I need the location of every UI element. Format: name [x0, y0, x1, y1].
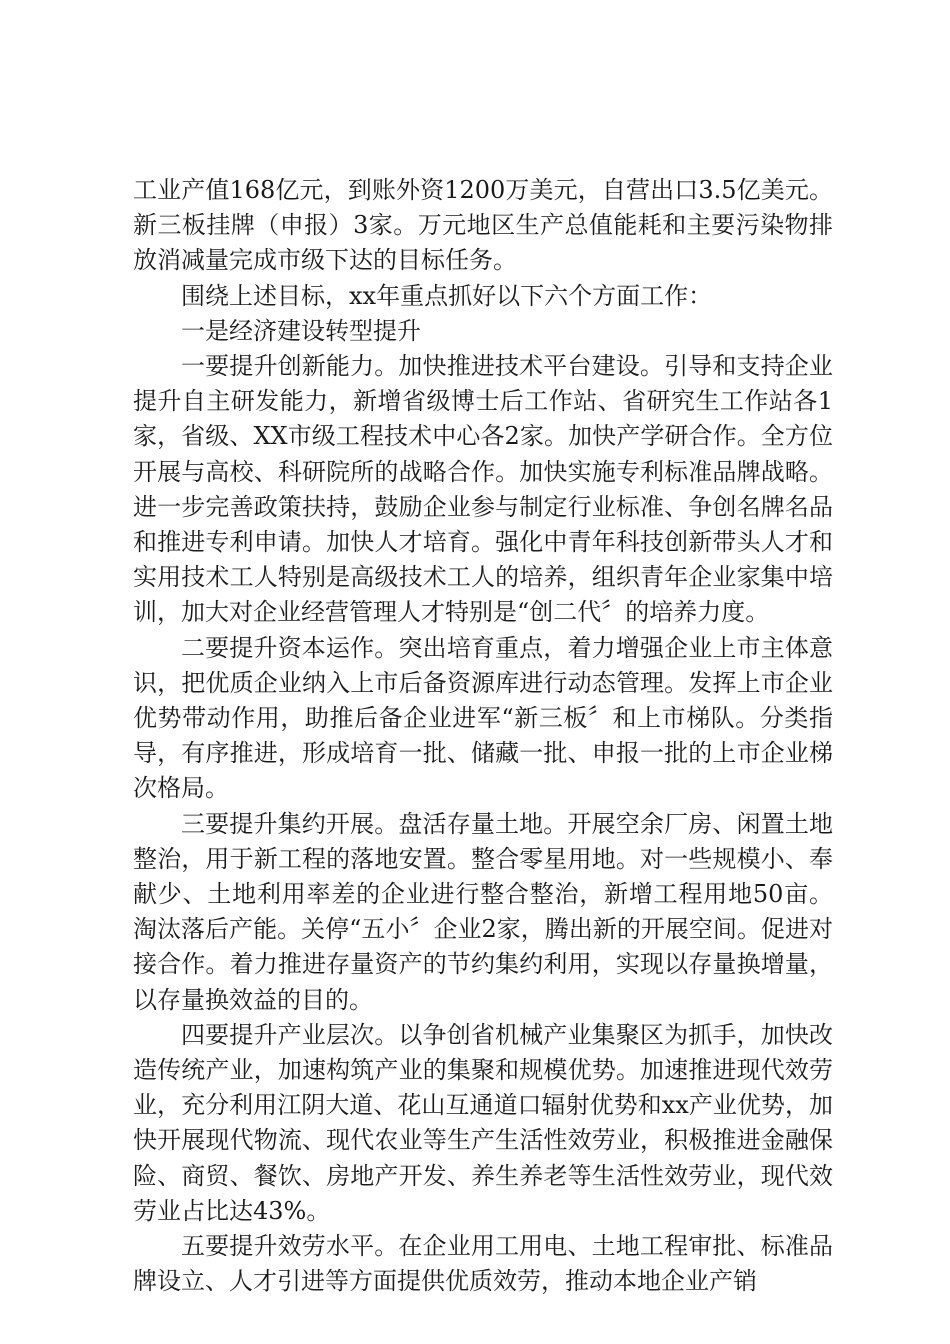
paragraph-six-tasks-intro: 围绕上述目标，xx年重点抓好以下六个方面工作： — [181, 281, 713, 310]
paragraph-service-level: 五要提升效劳水平。在企业用工用电、土地工程审批、标准品牌设立、人才引进等方面提供优质效劳，推动本地企业产销 — [133, 1232, 833, 1296]
section-heading-economic-transformation: 一是经济建设转型提升 — [181, 316, 421, 345]
document-body — [133, 173, 833, 1300]
paragraph-industry-level: 四要提升产业层次。以争创省机械产业集聚区为抓手，加快改造传统产业，加速构筑产业的集聚和规模优势。加速推进现代效劳业，充分利用江阴大道、花山互通道口辐射优势和xx产业优势，加快开展现代物流、现代农业等生产生活性效劳业，积极推进金融保险、商贸、餐饮、房地产开发、养生养老等生活性效劳业，现代效劳业占比达43%。 — [133, 1020, 833, 1225]
paragraph-capital-operation: 二要提升资本运作。突出培育重点，着力增强企业上市主体意识，把优质企业纳入上市后备资源库进行动态管理。发挥上市企业优势带动作用，助推后备企业进军“新三板〞和上市梯队。分类指导，有序推进，形成培育一批、储藏一批、申报一批的上市企业梯次格局。 — [133, 633, 833, 803]
paragraph-industrial-output: 工业产值168亿元，到账外资1200万美元，自营出口3.5亿美元。新三板挂牌（申报）3家。万元地区生产总值能耗和主要污染物排放消减量完成市级下达的目标任务。 — [133, 176, 833, 275]
paragraph-intensive-development: 三要提升集约开展。盘活存量土地。开展空余厂房、闲置土地整治，用于新工程的落地安置。整合零星用地。对一些规模小、奉献少、土地利用率差的企业进行整合整治，新增工程用地50亩。淘汰落后产能。关停“五小〞企业2家，腾出新的开展空间。促进对接合作。着力推进存量资产的节约集约利用，实现以存量换增量，以存量换效益的目的。 — [133, 809, 833, 1014]
paragraph-innovation-capacity: 一要提升创新能力。加快推进技术平台建设。引导和支持企业提升自主研发能力，新增省级博士后工作站、省研究生工作站各1家，省级、XX市级工程技术中心各2家。加快产学研合作。全方位开展与高校、科研院所的战略合作。加快实施专利标准品牌战略。进一步完善政策扶持，鼓励企业参与制定行业标准、争创名牌名品和推进专利申请。加快人才培育。强化中青年科技创新带头人才和实用技术工人特别是高级技术工人的培养，组织青年企业家集中培训，加大对企业经营管理人才特别是“创二代〞的培养力度。 — [133, 352, 833, 627]
